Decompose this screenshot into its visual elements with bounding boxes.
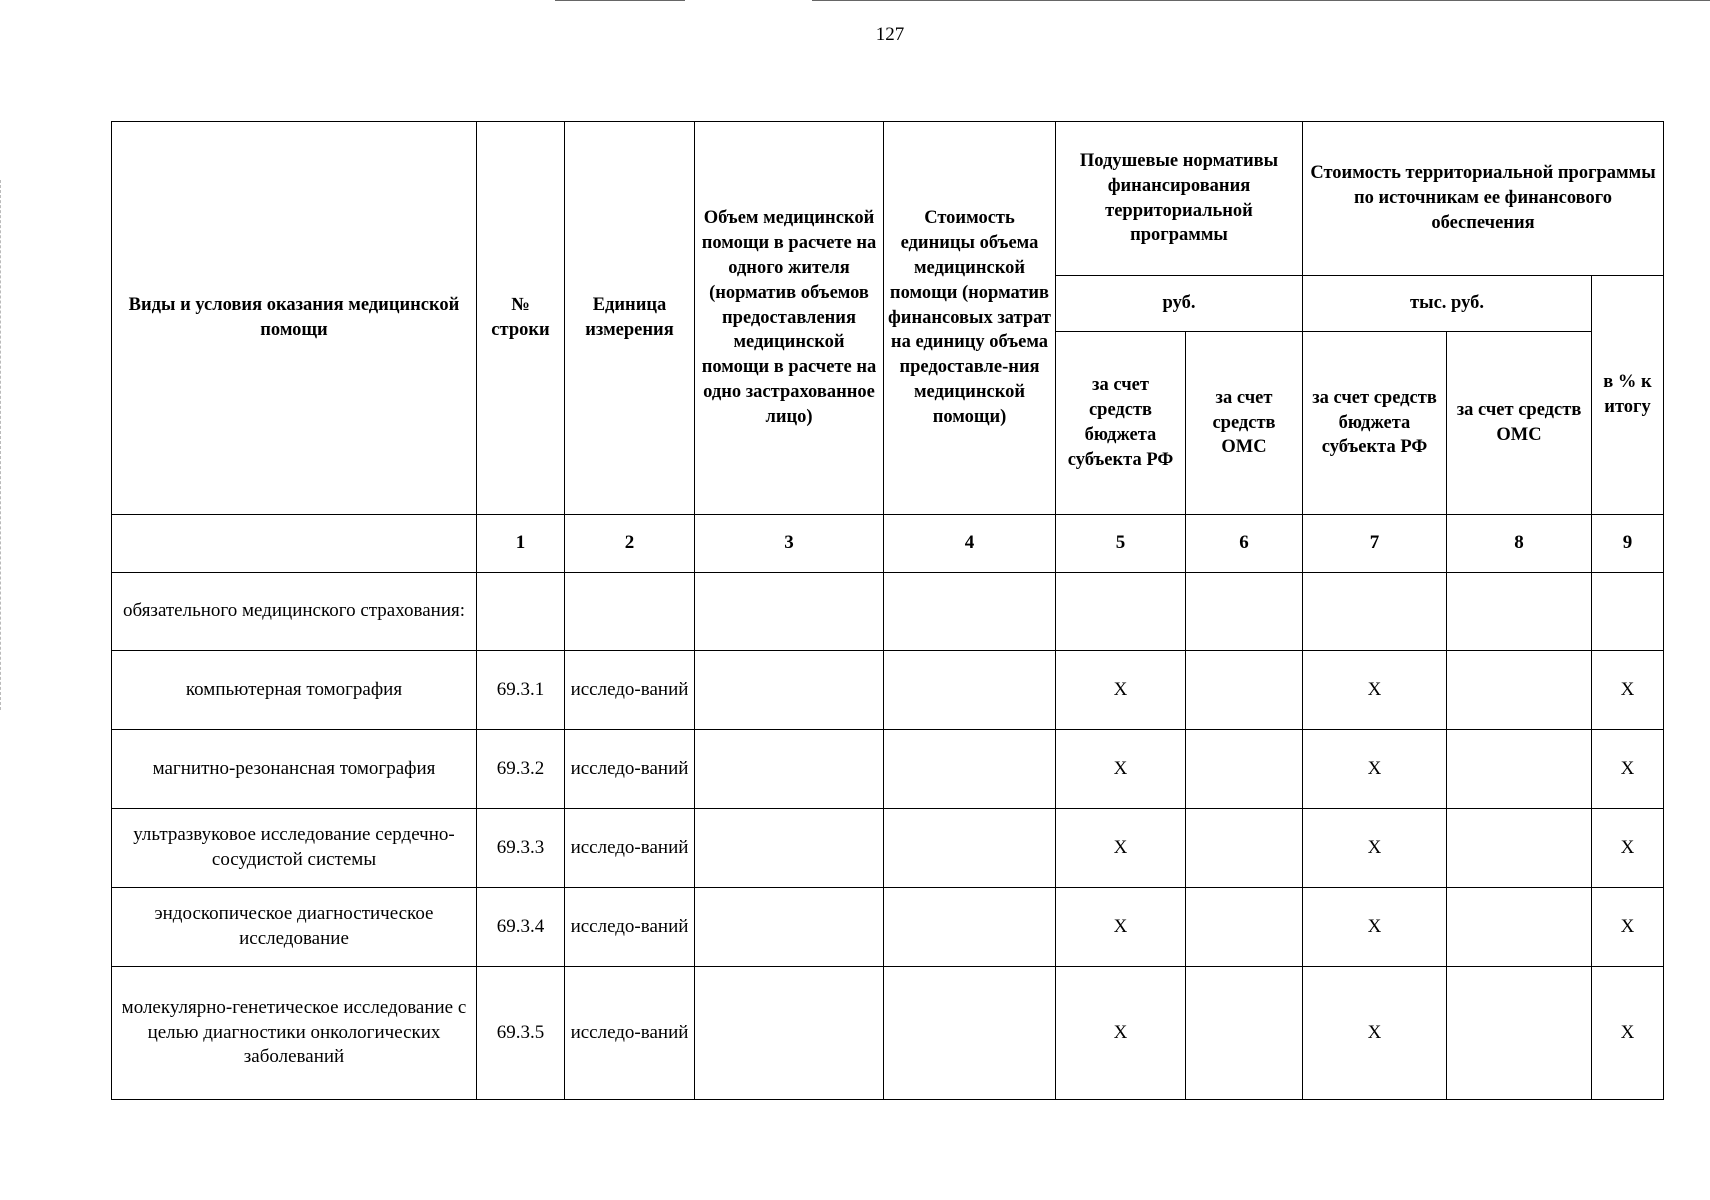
row-col9: X: [1592, 730, 1664, 809]
row-unit: исследо-ваний: [565, 651, 695, 730]
scan-top-line-right: [812, 0, 1710, 1]
row-unit: исследо-ваний: [565, 730, 695, 809]
empty-cell: [695, 730, 884, 809]
header-percent-total: в % к итогу: [1592, 276, 1664, 515]
empty-cell: [1447, 967, 1592, 1100]
row-col5: X: [1056, 730, 1186, 809]
column-number: 9: [1592, 515, 1664, 573]
header-per-capita-norms: Подушевые нормативы финансирования территориальной программы: [1056, 122, 1303, 276]
header-budget-rf-rub: за счет средств бюджета субъекта РФ: [1056, 332, 1186, 515]
row-number: 69.3.5: [477, 967, 565, 1100]
header-budget-rf-thousand: за счет средств бюджета субъекта РФ: [1303, 332, 1447, 515]
empty-cell: [1447, 651, 1592, 730]
empty-cell: [695, 651, 884, 730]
header-oms-thousand: за счет средств ОМС: [1447, 332, 1592, 515]
empty-cell: [1447, 573, 1592, 651]
column-number: 6: [1186, 515, 1303, 573]
column-number: 1: [477, 515, 565, 573]
page-number: 127: [875, 24, 905, 45]
header-rub: руб.: [1056, 276, 1303, 332]
header-program-cost: Стоимость территориальной программы по источникам ее финансового обеспечения: [1303, 122, 1664, 276]
empty-cell: [565, 573, 695, 651]
column-number: 5: [1056, 515, 1186, 573]
row-number: 69.3.2: [477, 730, 565, 809]
row-col7: X: [1303, 809, 1447, 888]
header-unit: Единица измерения: [565, 122, 695, 515]
table-row: [112, 967, 1664, 1100]
row-unit: исследо-ваний: [565, 888, 695, 967]
column-number: 8: [1447, 515, 1592, 573]
row-col7: X: [1303, 888, 1447, 967]
empty-cell: [884, 573, 1056, 651]
empty-cell: [695, 967, 884, 1100]
header-volume: Объем медицинской помощи в расчете на одного жителя (норматив объемов предоставления медицинской помощи в расчете на одно застрахованное лицо): [695, 122, 884, 515]
row-number: 69.3.4: [477, 888, 565, 967]
header-thousand-rub: тыс. руб.: [1303, 276, 1592, 332]
scan-top-line-left: [555, 0, 685, 1]
header-unit-cost: Стоимость единицы объема медицинской помощи (норматив финансовых затрат на единицу объема предоставле-ния медицинской помощи): [884, 122, 1056, 515]
row-col9: X: [1592, 888, 1664, 967]
empty-cell: [884, 888, 1056, 967]
services-table: [111, 121, 1664, 1100]
row-number: 69.3.3: [477, 809, 565, 888]
empty-cell: [695, 888, 884, 967]
row-col9: X: [1592, 967, 1664, 1100]
table-row: [112, 730, 1664, 809]
row-col5: X: [1056, 967, 1186, 1100]
empty-cell: [884, 651, 1056, 730]
row-col7: X: [1303, 967, 1447, 1100]
empty-cell: [1186, 573, 1303, 651]
column-numbers-row: [112, 515, 1664, 573]
empty-cell: [1303, 573, 1447, 651]
table-row: [112, 888, 1664, 967]
header-row-number: № строки: [477, 122, 565, 515]
row-col9: X: [1592, 651, 1664, 730]
empty-cell: [1186, 888, 1303, 967]
row-unit: исследо-ваний: [565, 809, 695, 888]
row-number: 69.3.1: [477, 651, 565, 730]
empty-cell: [477, 573, 565, 651]
row-col5: X: [1056, 888, 1186, 967]
header-type-of-care: Виды и условия оказания медицинской помощи: [112, 122, 477, 515]
empty-cell: [1592, 573, 1664, 651]
column-number: 7: [1303, 515, 1447, 573]
empty-cell: [1186, 730, 1303, 809]
empty-cell: [695, 573, 884, 651]
section-title: обязательного медицинского страхования:: [112, 573, 477, 651]
empty-cell: [1186, 651, 1303, 730]
table-row: [112, 651, 1664, 730]
section-row: [112, 573, 1664, 651]
empty-cell: [1186, 967, 1303, 1100]
row-service-name: ультразвуковое исследование сердечно-сосудистой системы: [112, 809, 477, 888]
empty-cell: [1447, 888, 1592, 967]
empty-cell: [1447, 730, 1592, 809]
row-col7: X: [1303, 730, 1447, 809]
empty-cell: [1447, 809, 1592, 888]
column-number: 2: [565, 515, 695, 573]
column-number-blank: [112, 515, 477, 573]
header-oms-rub: за счет средств ОМС: [1186, 332, 1303, 515]
empty-cell: [1056, 573, 1186, 651]
table-row: [112, 809, 1664, 888]
empty-cell: [884, 809, 1056, 888]
empty-cell: [884, 967, 1056, 1100]
row-service-name: магнитно-резонансная томография: [112, 730, 477, 809]
column-number: 4: [884, 515, 1056, 573]
binding-margin-line: [0, 180, 2, 710]
row-col7: X: [1303, 651, 1447, 730]
header-row-1: [112, 122, 1664, 276]
row-service-name: компьютерная томография: [112, 651, 477, 730]
row-col5: X: [1056, 809, 1186, 888]
row-service-name: молекулярно-генетическое исследование с целью диагностики онкологических заболеваний: [112, 967, 477, 1100]
row-col9: X: [1592, 809, 1664, 888]
row-col5: X: [1056, 651, 1186, 730]
row-unit: исследо-ваний: [565, 967, 695, 1100]
empty-cell: [884, 730, 1056, 809]
empty-cell: [695, 809, 884, 888]
column-number: 3: [695, 515, 884, 573]
row-service-name: эндоскопическое диагностическое исследование: [112, 888, 477, 967]
empty-cell: [1186, 809, 1303, 888]
